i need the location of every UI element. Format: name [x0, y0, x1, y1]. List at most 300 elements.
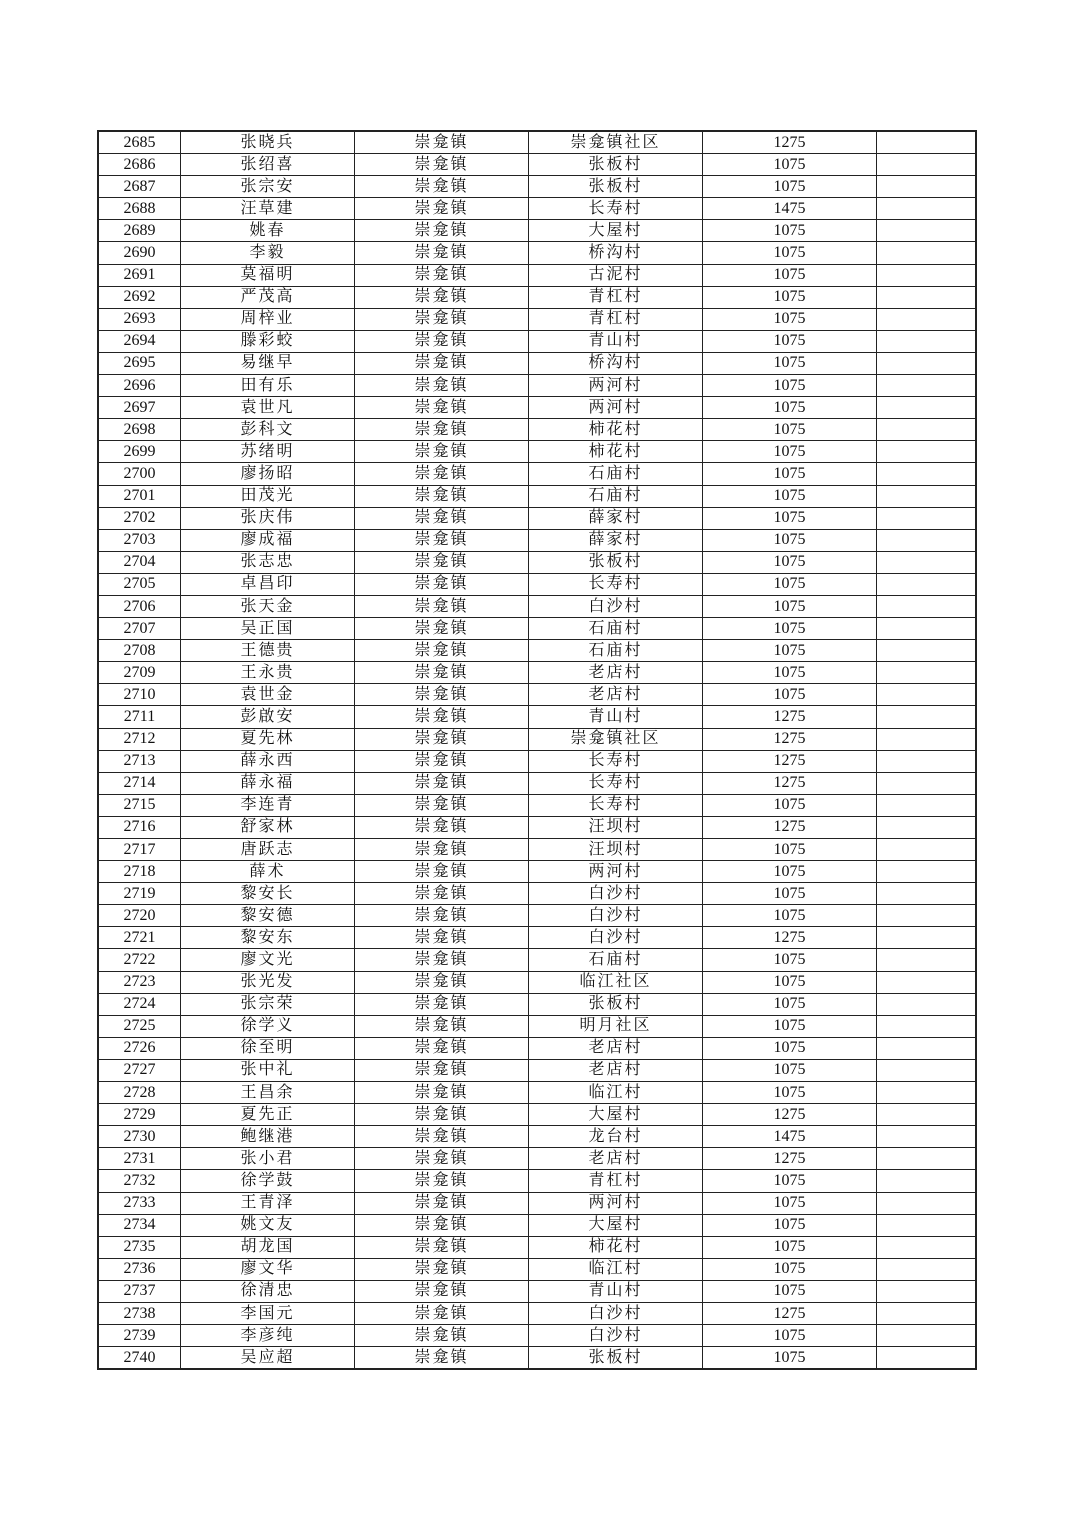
town-cell: 崇龛镇 — [355, 1192, 529, 1214]
town-cell: 崇龛镇 — [355, 883, 529, 905]
name-cell: 张绍喜 — [181, 154, 355, 176]
village-cell: 长寿村 — [529, 772, 703, 794]
table-row — [98, 220, 976, 242]
village-cell: 明月社区 — [529, 1015, 703, 1037]
town-cell: 崇龛镇 — [355, 839, 529, 861]
amount-cell: 1075 — [703, 1347, 877, 1370]
amount-cell: 1075 — [703, 1214, 877, 1236]
row-number-cell: 2737 — [98, 1280, 181, 1302]
village-cell: 石庙村 — [529, 485, 703, 507]
village-cell: 临江社区 — [529, 971, 703, 993]
name-cell: 李连青 — [181, 794, 355, 816]
table-row — [98, 352, 976, 374]
village-cell: 桥沟村 — [529, 242, 703, 264]
table-row — [98, 794, 976, 816]
village-cell: 古泥村 — [529, 264, 703, 286]
amount-cell: 1075 — [703, 419, 877, 441]
note-cell — [877, 529, 977, 551]
note-cell — [877, 463, 977, 485]
note-cell — [877, 816, 977, 838]
village-cell: 薛家村 — [529, 529, 703, 551]
note-cell — [877, 286, 977, 308]
village-cell: 白沙村 — [529, 1302, 703, 1324]
village-cell: 大屋村 — [529, 220, 703, 242]
note-cell — [877, 706, 977, 728]
row-number-cell: 2714 — [98, 772, 181, 794]
amount-cell: 1275 — [703, 772, 877, 794]
note-cell — [877, 1148, 977, 1170]
amount-cell: 1075 — [703, 1015, 877, 1037]
town-cell: 崇龛镇 — [355, 949, 529, 971]
table-row — [98, 1015, 976, 1037]
row-number-cell: 2739 — [98, 1325, 181, 1347]
note-cell — [877, 154, 977, 176]
name-cell: 滕彩蛟 — [181, 330, 355, 352]
amount-cell: 1275 — [703, 1104, 877, 1126]
amount-cell: 1075 — [703, 154, 877, 176]
row-number-cell: 2703 — [98, 529, 181, 551]
town-cell: 崇龛镇 — [355, 242, 529, 264]
amount-cell: 1075 — [703, 1170, 877, 1192]
note-cell — [877, 573, 977, 595]
row-number-cell: 2700 — [98, 463, 181, 485]
name-cell: 田茂光 — [181, 485, 355, 507]
village-cell: 临江村 — [529, 1258, 703, 1280]
table-row — [98, 1059, 976, 1081]
amount-cell: 1075 — [703, 176, 877, 198]
amount-cell: 1075 — [703, 397, 877, 419]
village-cell: 薛家村 — [529, 507, 703, 529]
note-cell — [877, 375, 977, 397]
village-cell: 青山村 — [529, 706, 703, 728]
village-cell: 白沙村 — [529, 1325, 703, 1347]
table-row — [98, 640, 976, 662]
row-number-cell: 2732 — [98, 1170, 181, 1192]
note-cell — [877, 397, 977, 419]
town-cell: 崇龛镇 — [355, 1214, 529, 1236]
name-cell: 舒家林 — [181, 816, 355, 838]
town-cell: 崇龛镇 — [355, 1347, 529, 1370]
village-cell: 柿花村 — [529, 441, 703, 463]
table-row — [98, 993, 976, 1015]
village-cell: 青杠村 — [529, 308, 703, 330]
name-cell: 姚春 — [181, 220, 355, 242]
amount-cell: 1275 — [703, 927, 877, 949]
town-cell: 崇龛镇 — [355, 1037, 529, 1059]
row-number-cell: 2695 — [98, 352, 181, 374]
name-cell: 廖文华 — [181, 1258, 355, 1280]
table-row — [98, 1170, 976, 1192]
town-cell: 崇龛镇 — [355, 441, 529, 463]
name-cell: 黎安东 — [181, 927, 355, 949]
village-cell: 白沙村 — [529, 883, 703, 905]
row-number-cell: 2701 — [98, 485, 181, 507]
table-row — [98, 551, 976, 573]
row-number-cell: 2709 — [98, 662, 181, 684]
amount-cell: 1075 — [703, 993, 877, 1015]
name-cell: 胡龙国 — [181, 1236, 355, 1258]
note-cell — [877, 198, 977, 220]
row-number-cell: 2726 — [98, 1037, 181, 1059]
row-number-cell: 2736 — [98, 1258, 181, 1280]
note-cell — [877, 1214, 977, 1236]
village-cell: 大屋村 — [529, 1214, 703, 1236]
note-cell — [877, 949, 977, 971]
table-row — [98, 286, 976, 308]
village-cell: 白沙村 — [529, 905, 703, 927]
row-number-cell: 2690 — [98, 242, 181, 264]
name-cell: 唐跃志 — [181, 839, 355, 861]
name-cell: 李毅 — [181, 242, 355, 264]
table-row — [98, 662, 976, 684]
table-row — [98, 573, 976, 595]
name-cell: 易继早 — [181, 352, 355, 374]
village-cell: 青杠村 — [529, 1170, 703, 1192]
row-number-cell: 2710 — [98, 684, 181, 706]
table-row — [98, 176, 976, 198]
table-row — [98, 1347, 976, 1370]
amount-cell: 1075 — [703, 441, 877, 463]
note-cell — [877, 1325, 977, 1347]
amount-cell: 1075 — [703, 1059, 877, 1081]
name-cell: 袁世金 — [181, 684, 355, 706]
note-cell — [877, 728, 977, 750]
table-row — [98, 971, 976, 993]
village-cell: 石庙村 — [529, 640, 703, 662]
name-cell: 廖扬昭 — [181, 463, 355, 485]
note-cell — [877, 176, 977, 198]
name-cell: 薛永西 — [181, 750, 355, 772]
name-cell: 卓昌印 — [181, 573, 355, 595]
name-cell: 徐学鼓 — [181, 1170, 355, 1192]
village-cell: 长寿村 — [529, 573, 703, 595]
amount-cell: 1075 — [703, 1037, 877, 1059]
town-cell: 崇龛镇 — [355, 176, 529, 198]
row-number-cell: 2718 — [98, 861, 181, 883]
name-cell: 廖成福 — [181, 529, 355, 551]
amount-cell: 1075 — [703, 352, 877, 374]
name-cell: 王德贵 — [181, 640, 355, 662]
row-number-cell: 2738 — [98, 1302, 181, 1324]
town-cell: 崇龛镇 — [355, 1302, 529, 1324]
amount-cell: 1075 — [703, 595, 877, 617]
town-cell: 崇龛镇 — [355, 728, 529, 750]
amount-cell: 1075 — [703, 662, 877, 684]
town-cell: 崇龛镇 — [355, 463, 529, 485]
village-cell: 两河村 — [529, 375, 703, 397]
town-cell: 崇龛镇 — [355, 794, 529, 816]
note-cell — [877, 220, 977, 242]
note-cell — [877, 927, 977, 949]
village-cell: 临江村 — [529, 1082, 703, 1104]
note-cell — [877, 330, 977, 352]
table-row — [98, 1258, 976, 1280]
village-cell: 白沙村 — [529, 595, 703, 617]
table-row — [98, 839, 976, 861]
name-cell: 严茂高 — [181, 286, 355, 308]
note-cell — [877, 352, 977, 374]
row-number-cell: 2721 — [98, 927, 181, 949]
village-cell: 龙台村 — [529, 1126, 703, 1148]
village-cell: 张板村 — [529, 551, 703, 573]
amount-cell: 1275 — [703, 750, 877, 772]
table-row — [98, 927, 976, 949]
amount-cell: 1075 — [703, 529, 877, 551]
amount-cell: 1075 — [703, 375, 877, 397]
table-row — [98, 264, 976, 286]
village-cell: 张板村 — [529, 176, 703, 198]
name-cell: 彭啟安 — [181, 706, 355, 728]
row-number-cell: 2727 — [98, 1059, 181, 1081]
town-cell: 崇龛镇 — [355, 684, 529, 706]
name-cell: 姚文友 — [181, 1214, 355, 1236]
town-cell: 崇龛镇 — [355, 640, 529, 662]
table-row — [98, 131, 976, 154]
village-cell: 青杠村 — [529, 286, 703, 308]
name-cell: 吴应超 — [181, 1347, 355, 1370]
village-cell: 老店村 — [529, 1148, 703, 1170]
row-number-cell: 2711 — [98, 706, 181, 728]
row-number-cell: 2702 — [98, 507, 181, 529]
note-cell — [877, 1059, 977, 1081]
name-cell: 田有乐 — [181, 375, 355, 397]
town-cell: 崇龛镇 — [355, 1148, 529, 1170]
amount-cell: 1275 — [703, 131, 877, 154]
row-number-cell: 2685 — [98, 131, 181, 154]
village-cell: 老店村 — [529, 1059, 703, 1081]
note-cell — [877, 1015, 977, 1037]
amount-cell: 1075 — [703, 883, 877, 905]
table-row — [98, 1302, 976, 1324]
table-row — [98, 861, 976, 883]
table-row — [98, 507, 976, 529]
note-cell — [877, 595, 977, 617]
amount-cell: 1075 — [703, 971, 877, 993]
village-cell: 老店村 — [529, 662, 703, 684]
village-cell: 长寿村 — [529, 794, 703, 816]
row-number-cell: 2707 — [98, 618, 181, 640]
amount-cell: 1075 — [703, 949, 877, 971]
note-cell — [877, 684, 977, 706]
row-number-cell: 2694 — [98, 330, 181, 352]
note-cell — [877, 507, 977, 529]
note-cell — [877, 839, 977, 861]
note-cell — [877, 1347, 977, 1370]
note-cell — [877, 971, 977, 993]
note-cell — [877, 794, 977, 816]
village-cell: 汪坝村 — [529, 816, 703, 838]
row-number-cell: 2705 — [98, 573, 181, 595]
table-row — [98, 706, 976, 728]
village-cell: 柿花村 — [529, 419, 703, 441]
row-number-cell: 2715 — [98, 794, 181, 816]
amount-cell: 1075 — [703, 640, 877, 662]
town-cell: 崇龛镇 — [355, 1170, 529, 1192]
table-row — [98, 816, 976, 838]
table-row — [98, 883, 976, 905]
note-cell — [877, 883, 977, 905]
amount-cell: 1075 — [703, 507, 877, 529]
amount-cell: 1075 — [703, 573, 877, 595]
town-cell: 崇龛镇 — [355, 1236, 529, 1258]
name-cell: 黎安德 — [181, 905, 355, 927]
note-cell — [877, 1082, 977, 1104]
note-cell — [877, 662, 977, 684]
town-cell: 崇龛镇 — [355, 750, 529, 772]
name-cell: 吴正国 — [181, 618, 355, 640]
note-cell — [877, 750, 977, 772]
note-cell — [877, 905, 977, 927]
amount-cell: 1075 — [703, 286, 877, 308]
row-number-cell: 2728 — [98, 1082, 181, 1104]
amount-cell: 1075 — [703, 861, 877, 883]
village-cell: 老店村 — [529, 684, 703, 706]
table-row — [98, 308, 976, 330]
table-row — [98, 1325, 976, 1347]
village-cell: 崇龛镇社区 — [529, 131, 703, 154]
name-cell: 张中礼 — [181, 1059, 355, 1081]
town-cell: 崇龛镇 — [355, 485, 529, 507]
amount-cell: 1075 — [703, 1258, 877, 1280]
note-cell — [877, 485, 977, 507]
village-cell: 大屋村 — [529, 1104, 703, 1126]
village-cell: 青山村 — [529, 330, 703, 352]
table-row — [98, 198, 976, 220]
village-cell: 石庙村 — [529, 949, 703, 971]
name-cell: 王昌余 — [181, 1082, 355, 1104]
name-cell: 彭科文 — [181, 419, 355, 441]
town-cell: 崇龛镇 — [355, 330, 529, 352]
row-number-cell: 2688 — [98, 198, 181, 220]
amount-cell: 1275 — [703, 1302, 877, 1324]
row-number-cell: 2696 — [98, 375, 181, 397]
row-number-cell: 2731 — [98, 1148, 181, 1170]
table-row — [98, 750, 976, 772]
table-row — [98, 1236, 976, 1258]
town-cell: 崇龛镇 — [355, 772, 529, 794]
name-cell: 廖文光 — [181, 949, 355, 971]
table-row — [98, 397, 976, 419]
village-cell: 老店村 — [529, 1037, 703, 1059]
town-cell: 崇龛镇 — [355, 595, 529, 617]
village-cell: 石庙村 — [529, 463, 703, 485]
table-row — [98, 1126, 976, 1148]
note-cell — [877, 1037, 977, 1059]
village-cell: 长寿村 — [529, 750, 703, 772]
row-number-cell: 2691 — [98, 264, 181, 286]
name-cell: 王青泽 — [181, 1192, 355, 1214]
row-number-cell: 2693 — [98, 308, 181, 330]
note-cell — [877, 861, 977, 883]
note-cell — [877, 1104, 977, 1126]
table-row — [98, 485, 976, 507]
village-cell: 桥沟村 — [529, 352, 703, 374]
town-cell: 崇龛镇 — [355, 1280, 529, 1302]
village-cell: 柿花村 — [529, 1236, 703, 1258]
note-cell — [877, 551, 977, 573]
amount-cell: 1275 — [703, 728, 877, 750]
table-row — [98, 618, 976, 640]
note-cell — [877, 441, 977, 463]
name-cell: 张晓兵 — [181, 131, 355, 154]
name-cell: 莫福明 — [181, 264, 355, 286]
roster-body — [98, 131, 976, 1369]
town-cell: 崇龛镇 — [355, 618, 529, 640]
name-cell: 徐学义 — [181, 1015, 355, 1037]
amount-cell: 1075 — [703, 1082, 877, 1104]
name-cell: 徐至明 — [181, 1037, 355, 1059]
name-cell: 周梓业 — [181, 308, 355, 330]
row-number-cell: 2704 — [98, 551, 181, 573]
name-cell: 张光发 — [181, 971, 355, 993]
town-cell: 崇龛镇 — [355, 573, 529, 595]
town-cell: 崇龛镇 — [355, 154, 529, 176]
town-cell: 崇龛镇 — [355, 861, 529, 883]
note-cell — [877, 131, 977, 154]
table-row — [98, 1082, 976, 1104]
row-number-cell: 2716 — [98, 816, 181, 838]
note-cell — [877, 1192, 977, 1214]
village-cell: 石庙村 — [529, 618, 703, 640]
table-row — [98, 684, 976, 706]
amount-cell: 1075 — [703, 308, 877, 330]
amount-cell: 1075 — [703, 1192, 877, 1214]
name-cell: 鲍继港 — [181, 1126, 355, 1148]
town-cell: 崇龛镇 — [355, 529, 529, 551]
roster-table — [97, 130, 977, 1370]
town-cell: 崇龛镇 — [355, 1059, 529, 1081]
row-number-cell: 2692 — [98, 286, 181, 308]
amount-cell: 1275 — [703, 1148, 877, 1170]
note-cell — [877, 1170, 977, 1192]
table-row — [98, 242, 976, 264]
row-number-cell: 2725 — [98, 1015, 181, 1037]
amount-cell: 1075 — [703, 618, 877, 640]
town-cell: 崇龛镇 — [355, 1082, 529, 1104]
name-cell: 夏先正 — [181, 1104, 355, 1126]
row-number-cell: 2719 — [98, 883, 181, 905]
table-row — [98, 330, 976, 352]
amount-cell: 1075 — [703, 463, 877, 485]
name-cell: 张天金 — [181, 595, 355, 617]
name-cell: 张庆伟 — [181, 507, 355, 529]
table-row — [98, 529, 976, 551]
amount-cell: 1075 — [703, 242, 877, 264]
town-cell: 崇龛镇 — [355, 352, 529, 374]
table-row — [98, 1148, 976, 1170]
town-cell: 崇龛镇 — [355, 993, 529, 1015]
town-cell: 崇龛镇 — [355, 419, 529, 441]
village-cell: 两河村 — [529, 397, 703, 419]
name-cell: 李国元 — [181, 1302, 355, 1324]
row-number-cell: 2699 — [98, 441, 181, 463]
town-cell: 崇龛镇 — [355, 264, 529, 286]
row-number-cell: 2697 — [98, 397, 181, 419]
amount-cell: 1075 — [703, 485, 877, 507]
row-number-cell: 2686 — [98, 154, 181, 176]
town-cell: 崇龛镇 — [355, 662, 529, 684]
town-cell: 崇龛镇 — [355, 905, 529, 927]
note-cell — [877, 618, 977, 640]
village-cell: 长寿村 — [529, 198, 703, 220]
name-cell: 张宗安 — [181, 176, 355, 198]
table-row — [98, 375, 976, 397]
row-number-cell: 2733 — [98, 1192, 181, 1214]
amount-cell: 1075 — [703, 330, 877, 352]
note-cell — [877, 1236, 977, 1258]
name-cell: 薛永福 — [181, 772, 355, 794]
village-cell: 崇龛镇社区 — [529, 728, 703, 750]
